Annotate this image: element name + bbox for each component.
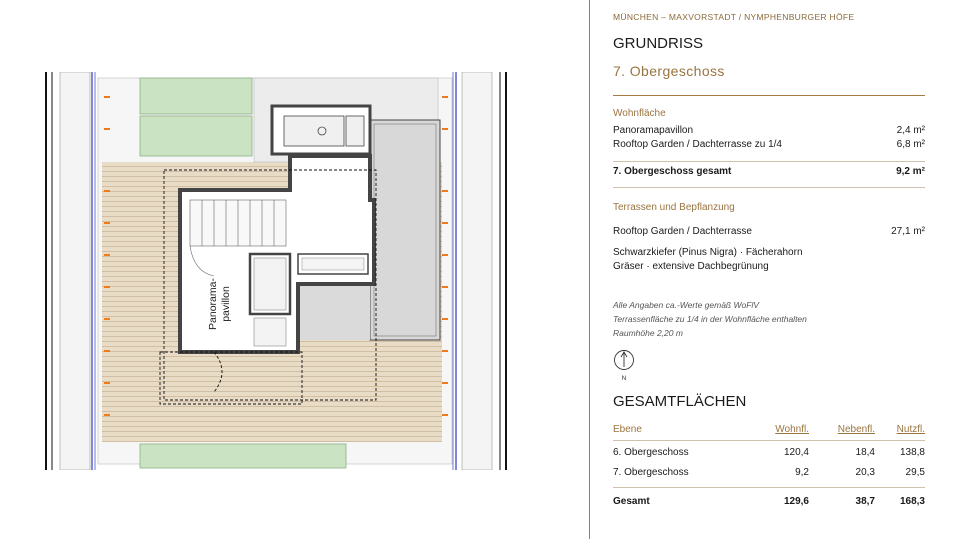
rooftop-terrace	[370, 120, 440, 340]
living-area-row	[613, 125, 925, 136]
table-cell: 38,7	[855, 496, 875, 507]
table-rule	[613, 440, 925, 441]
table-cell: 7. Obergeschoss	[613, 467, 689, 478]
terrace-label: Rooftop Garden / Dachterrasse	[613, 226, 752, 237]
table-cell: 20,3	[855, 467, 875, 478]
terrace-row	[613, 226, 925, 237]
planting-line: Schwarzkiefer (Pinus Nigra) · Fächerahorn	[613, 247, 803, 258]
totals-heading: GESAMTFLÄCHEN	[613, 393, 747, 410]
col-header: Nebenfl.	[837, 424, 875, 435]
living-area-row	[613, 139, 925, 150]
living-area-total-value: 9,2 m²	[896, 166, 925, 177]
room-label-line2: pavillon	[220, 286, 232, 322]
planter-top	[140, 78, 252, 114]
section-rule	[613, 161, 925, 162]
floor-subtitle: 7. Obergeschoss	[613, 63, 725, 79]
table-cell: 18,4	[855, 447, 875, 458]
section-rule	[613, 187, 925, 188]
north-arrow-icon	[613, 349, 635, 383]
note-line: Terrassenfläche zu 1/4 in der Wohnfläche enthalten	[613, 314, 807, 324]
living-area-label: Panoramapavillon	[613, 125, 694, 136]
planting-line: Gräser · extensive Dachbegrünung	[613, 261, 769, 272]
table-cell: 120,4	[783, 447, 809, 458]
terraces-heading: Terrassen und Bepflanzung	[613, 202, 735, 213]
breadcrumb: MÜNCHEN – MAXVORSTADT / NYMPHENBURGER HÖFE	[613, 12, 855, 22]
living-area-value: 6,8 m²	[896, 139, 925, 150]
living-area-heading: Wohnfläche	[613, 108, 666, 119]
page-title: GRUNDRISS	[613, 35, 704, 52]
note-line: Raumhöhe 2,20 m	[613, 328, 683, 338]
section-rule	[613, 95, 925, 96]
service-box	[272, 106, 370, 154]
terrace-value: 27,1 m²	[891, 226, 925, 237]
note-line: Alle Angaben ca.-Werte gemäß WoFlV	[613, 300, 759, 310]
planter-top-2	[140, 116, 252, 156]
living-area-total-row	[613, 166, 925, 177]
floor-plan	[44, 72, 508, 470]
table-rule	[613, 487, 925, 488]
room-label-line1: Panorama-	[207, 278, 219, 330]
planter-bottom	[140, 444, 346, 468]
vertical-divider	[589, 0, 590, 539]
table-cell: 138,8	[899, 447, 925, 458]
col-header: Ebene	[613, 424, 642, 435]
table-cell: 29,5	[905, 467, 925, 478]
col-header: Wohnfl.	[775, 424, 809, 435]
north-label: N	[621, 375, 627, 382]
table-cell: 129,6	[783, 496, 809, 507]
table-cell: 6. Obergeschoss	[613, 447, 689, 458]
table-cell: Gesamt	[613, 496, 650, 507]
living-area-total-label: 7. Obergeschoss gesamt	[613, 166, 732, 177]
table-cell: 168,3	[899, 496, 925, 507]
living-area-label: Rooftop Garden / Dachterrasse zu 1/4	[613, 139, 782, 150]
living-area-value: 2,4 m²	[896, 125, 925, 136]
col-header: Nutzfl.	[896, 424, 925, 435]
table-cell: 9,2	[795, 467, 809, 478]
